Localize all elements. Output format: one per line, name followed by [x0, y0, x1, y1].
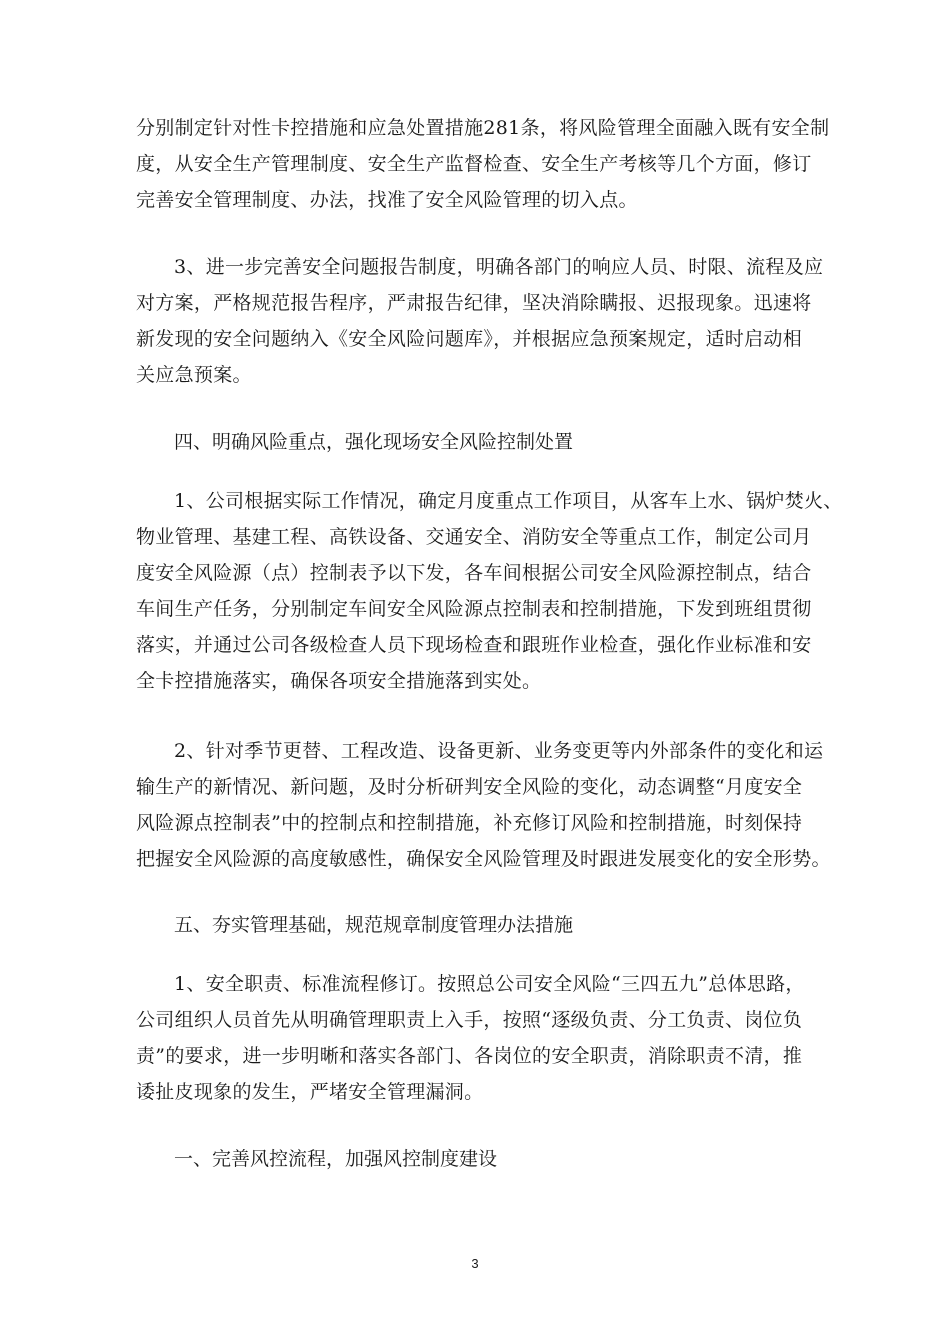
section-heading-1: 一、完善风控流程，加强风控制度建设 — [174, 1148, 498, 1170]
paragraph-section-4-item-1 — [136, 483, 843, 699]
text-line: 落实，并通过公司各级检查人员下现场检查和跟班作业检查，强化作业标准和安 — [136, 634, 812, 656]
text-line: 对方案，严格规范报告程序，严肃报告纪律，坚决消除瞒报、迟报现象。迅速将 — [136, 292, 812, 314]
text-line: 分别制定针对性卡控措施和应急处置措施281条，将风险管理全面融入既有安全制 — [136, 117, 830, 139]
page-number: 3 — [471, 1256, 479, 1271]
text-line: 完善安全管理制度、办法，找准了安全风险管理的切入点。 — [136, 189, 638, 211]
text-line: 关应急预案。 — [136, 364, 252, 386]
paragraph-section-5-item-1 — [136, 966, 836, 1110]
paragraph-continuation — [136, 110, 836, 218]
text-line: 输生产的新情况、新问题，及时分析研判安全风险的变化，动态调整“月度安全 — [136, 776, 803, 798]
text-line: 3、进一步完善安全问题报告制度，明确各部门的响应人员、时限、流程及应 — [174, 256, 824, 278]
text-line: 度，从安全生产管理制度、安全生产监督检查、安全生产考核等几个方面，修订 — [136, 153, 812, 175]
text-line: 新发现的安全问题纳入《安全风险问题库》，并根据应急预案规定，适时启动相 — [136, 328, 803, 350]
text-line: 全卡控措施落实，确保各项安全措施落到实处。 — [136, 670, 542, 692]
text-line: 1、公司根据实际工作情况，确定月度重点工作项目，从客车上水、锅炉焚火、 — [174, 490, 843, 512]
text-line: 风险源点控制表”中的控制点和控制措施，补充修订风险和控制措施，时刻保持 — [136, 812, 803, 834]
paragraph-item-3 — [136, 249, 836, 393]
text-line: 诿扯皮现象的发生，严堵安全管理漏洞。 — [136, 1081, 484, 1103]
text-line: 度安全风险源（点）控制表予以下发，各车间根据公司安全风险源控制点，结合 — [136, 562, 812, 584]
text-line: 物业管理、基建工程、高铁设备、交通安全、消防安全等重点工作，制定公司月 — [136, 526, 812, 548]
text-line: 2、针对季节更替、工程改造、设备更新、业务变更等内外部条件的变化和运 — [174, 740, 824, 762]
paragraph-section-4-item-2 — [136, 733, 836, 877]
text-line: 责”的要求，进一步明晰和落实各部门、各岗位的安全职责，消除职责不清，推 — [136, 1045, 803, 1067]
text-line: 公司组织人员首先从明确管理职责上入手，按照“逐级负责、分工负责、岗位负 — [136, 1009, 803, 1031]
section-heading-5: 五、夯实管理基础，规范规章制度管理办法措施 — [174, 914, 574, 936]
text-line: 车间生产任务，分别制定车间安全风险源点控制表和控制措施，下发到班组贯彻 — [136, 598, 812, 620]
section-heading-4: 四、明确风险重点，强化现场安全风险控制处置 — [174, 431, 574, 453]
text-line: 把握安全风险源的高度敏感性，确保安全风险管理及时跟进发展变化的安全形势。 — [136, 848, 831, 870]
text-line: 1、安全职责、标准流程修订。按照总公司安全风险“三四五九”总体思路， — [174, 973, 805, 995]
